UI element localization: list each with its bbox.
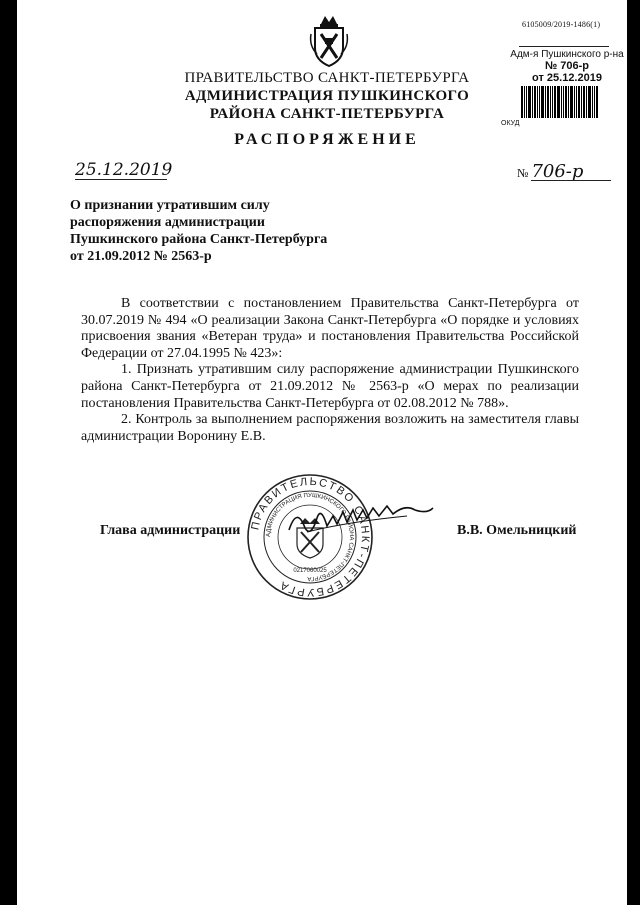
- document-number: [517, 161, 611, 182]
- document-type: РАСПОРЯЖЕНИЕ: [234, 131, 420, 148]
- administration-name-line1: АДМИНИСТРАЦИЯ ПУШКИНСКОГО: [184, 88, 470, 104]
- okud-label: ОКУД: [501, 120, 520, 127]
- signatory-name: В.В. Омельницкий: [457, 523, 577, 538]
- body-paragraph: В соответствии с постановлением Правительства Санкт-Петербурга от 30.07.2019 № 494 «О реализации Закона Санкт-Петербурга «О порядке и условиях присвоения звания «Ветеран труда» и постановления Правительства Российской Федерации от 27.04.1995 № 423»:: [81, 296, 579, 361]
- document-header: [167, 70, 487, 149]
- body-paragraph: 2. Контроль за выполнением распоряжения возложить на заместителя главы администрации Воронину Е.В.: [81, 412, 579, 444]
- document-body: [81, 296, 579, 445]
- title-line: от 21.09.2012 № 2563-р: [70, 249, 212, 264]
- seal-code: 0217060025: [293, 568, 327, 574]
- title-line: Пушкинского района Санкт-Петербурга: [70, 232, 328, 247]
- registration-number: № 706-р: [544, 60, 590, 72]
- handwritten-signature: [287, 498, 437, 548]
- title-line: О признании утратившим силу: [70, 198, 270, 213]
- top-reference-code: 6105009/2019-1486(1): [522, 20, 601, 29]
- barcode: [521, 86, 627, 118]
- document-page: [17, 0, 627, 905]
- registration-date: от 25.12.2019: [532, 72, 602, 84]
- body-paragraph: 1. Признать утратившим силу распоряжение администрации Пушкинского района Санкт-Петербурга от 21.09.2012 № 2563-р «О мерах по реализации постановления Правительства Санкт-Петербурга от 02.08.2012 № 788».: [81, 362, 579, 411]
- handwritten-date: 25.12.2019: [75, 160, 173, 180]
- seal-inner-text: АДМИНИСТРАЦИЯ ПУШКИНСКОГО РАЙОНА САНКТ-ПЕТЕРБУРГА: [265, 492, 355, 582]
- number-prefix: №: [517, 166, 529, 180]
- title-line: распоряжения администрации: [70, 215, 265, 230]
- handwritten-number: 706-р: [531, 164, 611, 181]
- registration-line: [519, 46, 609, 47]
- signatory-position: Глава администрации: [100, 523, 241, 538]
- registration-org: Адм-я Пушкинского р-на: [510, 49, 624, 60]
- administration-name-line2: РАЙОНА САНКТ-ПЕТЕРБУРГА: [209, 106, 445, 122]
- seal-outer-text: ПРАВИТЕЛЬСТВО САНКТ-ПЕТЕРБУРГА: [249, 475, 372, 599]
- document-title: [70, 197, 350, 265]
- registration-stamp: [501, 46, 627, 127]
- coat-of-arms-icon: [307, 14, 351, 73]
- government-name: ПРАВИТЕЛЬСТВО САНКТ-ПЕТЕРБУРГА: [184, 70, 470, 86]
